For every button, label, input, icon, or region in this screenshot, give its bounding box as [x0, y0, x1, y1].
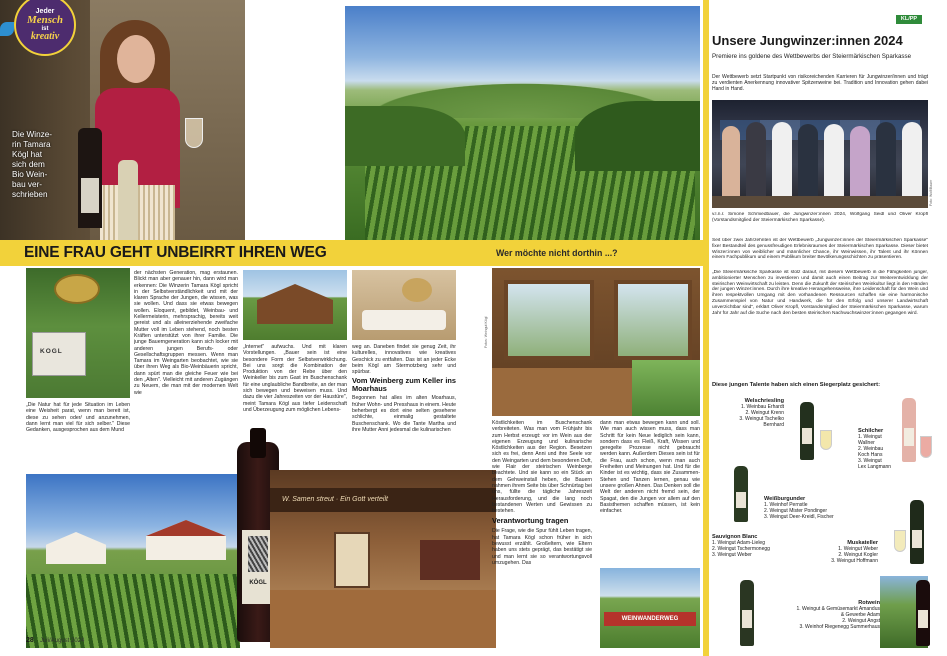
bottle-muskateller	[910, 500, 924, 564]
category-schilcher: Schilcher 1. Weingut Wallner 2. Weinbau Koch Hans 3. Weingut Lex Langmann	[858, 428, 892, 471]
cabin-photo	[243, 270, 347, 340]
category-welschriesling: Welschriesling 1. Weinbau Erhardt 2. Weingut Krenn 3. Weingut Tschelko Bernhard	[739, 398, 784, 429]
creative-badge: Jeder Mensch ist kreativ	[14, 0, 76, 56]
bottle-sauvignon	[740, 580, 754, 646]
room-photo	[352, 270, 456, 340]
right-intro: Der Wettbewerb setzt Startpunkt von risikoreichenden Karrieren für Jungwinzer/innen und trägt zu verdienten Anerkennung innovativer Spitzenweine bei. Tradition und Innovation gehen dabei Hand in Hand.	[712, 74, 928, 93]
glass-muskateller	[894, 530, 906, 552]
right-para1: Seit über zwei Jahrzehnten ist der Wettbewerb „Jungwinzer:innen der Steiermärkischen Sparkasse" fixer Bestandteil des genussfreudigen Erlebnisraumes der Steiermärkischen Sparkasse. Dieser bietet Winzer:innen von weiblicher und männlicher Chance, ihr Weinwissen, ihr Talent und ihr Können einem Fachpublikum und einem Publikum breiter Bevölkerungsschichten zu präsentieren.	[712, 238, 928, 261]
group-photo-credit: Foto: Wolf/Bauer	[929, 179, 933, 206]
photo-credit: Fotos: Weingut Kögl	[484, 316, 488, 348]
text-col1: „Die Natur hat für jede Situation im Leben eine Weisheit parat, wenn man bereit ist, diese zu sehen oder/ und anzunehmen, dann lernt man viel für sich selber." Diese Gedanken, ausgesprochen aus dem Mund	[26, 402, 130, 434]
wine-glass	[185, 118, 203, 148]
text-col6: dann man etwas bewegen kann und soll. Wie man auch wissen muss, dass man Schritt für kein Neue lediglich sein kann, sondern dass es Fleiß, Kraft, Wissen und geregelte Prozesse nicht gebraucht werden kann. Außerdem Dieses sein ist für die Frau, auch schon, wenn man auch Freiheiten und Meinungen hat. Und für die Kinder ist es wichtig, dass sie Zusammen-Stehen und Tanzen lernen, genau wie unsere großen Ahnen. Das Denken soll die Welt der anderen nicht fremd sein, der Spagat, den die Jungen vor allem auf den Basisthemen schaffen müssen, ist kein einfacher.	[600, 420, 700, 515]
issue-date: Juli/August 2024	[40, 638, 85, 644]
right-subtitle: Premiere ins goldene des Wettbewerbs der Steiermärkischen Sparkasse	[712, 53, 912, 60]
buschenschank-interior-photo: W. Samen streut · Ein Gott verteilt	[270, 470, 496, 648]
page-number: 28	[26, 637, 34, 644]
woman-face	[117, 35, 155, 83]
estate-sign-photo	[26, 268, 130, 398]
category-rotwein: Rotwein 1. Weingut & Gemüsemarkt Amandus & Gewerbe Adam 2. Weingut Angst 3. Weinhof Riegenegg Summerhaus	[796, 600, 880, 631]
bottle-dark	[78, 128, 102, 228]
category-muskateller: Muskateller 1. Weingut Weber 2. Weingut Kogler 3. Weingut Hoffmann	[831, 540, 878, 565]
wine-trail-photo	[600, 568, 700, 648]
text-col5: Köstlichkeiten im Buschenschank verbreiteten. Was man vom Frühjahr bis zum Herbst erzeugt: vor im Wein aus der eigenen Erzeugung und kulinarische Köstlichkeiten aus der Region. Besetzen sich es frei, denn Anni und ihre Seele vor den Weingarten und dem besonderen Duft, wie Flair der steirischen Weinberge beachtete. Und sie kann so ein Stück an dem Gehweinstall heben, die Bauern nahmen ihrem Seite bis über Schnürtag bei uns, füllte die tägliche Jahreszeit Herausforderung, und die lang noch bestandenen Werten und Gewissen zu bestehen. Verantwortung tragen Die Frage, wie die Spur fühlt Leben tragen, hat Tamara Kögl schon früher in sich bewusst erzählt. Großeltern, wie Eltern haben uns stets geprägt, das bestätigt sie und man lernt sie so verantwortungsvoll umzugehen. Das	[492, 420, 592, 566]
bottle-label: KÖGL	[242, 530, 274, 604]
bottle-rotwein	[916, 580, 930, 646]
right-para2: „Die Steiermärkische Sparkasse ist stolz darauf, mit diesem Wettbewerb in die Fähigkeiten junger, ambitionierter Menschen zu investieren und damit auch einen Beitrag zur Weiterentwicklung der steirischen Weinwirtschaft zu leisten. Denn die Zukunft der steirischen Weinkultur liegt in den Händen der jungen Winzer:innen. Durch ihre kreative Herangehensweise, ihre Leidenschaft für den Wein und ihren respektvollen Umgang mit den vorhandenen Ressourcen schaffen sie eine harmonische Zusammenspiel von Natur und Handwerk, die für den Erfolg und unserer Landwirtschaft unverzichtbar sind", erklärt Oliver Kropfl, Vorstandsmitglied der Steiermärkischen Sparkasse, warum Jahr für Jahr auf die Suche nach den besten steirischen Nachwuchswinzer:innen gegangen wird.	[712, 270, 928, 316]
group-photo	[712, 100, 928, 208]
portrait-caption: Die Winze- rin Tamara Kögl hat sich dem Bio Wein- bau ver- schrieben	[12, 130, 53, 199]
veranda-photo	[492, 268, 700, 416]
text-col3: „Internet" aufwuchs. Und mit klaren Vorstellungen. „Bauer sein ist eine besondere Form der Selbstverwirklichung. Bei uns sorgt die Kombination der Produktion von der Rebe über den Weinkeller bis zum Gast im Buschenschank für eine unglaubliche Bandbreite, an der man sich bewegen und beweisen muss. Und dazu die vier Jahreszeiten vor der Haustüre", meint Tamara Kögl aus tiefer Leidenschaft und Überzeugung zum möglichen Lebens-	[243, 344, 347, 413]
bottle-light	[118, 160, 138, 240]
bottle-welschriesling	[800, 402, 814, 460]
text-col2: der nächsten Generation, mag erstaunen. Blickt man aber genauer hin, dann wird man erkennen: Die Winzerin Tamara Kögl spricht in der Selbstverständlichkeit und mit der klaren Sprache der Jungen, die wissen, was sie wollen. Und dass sie etwas bewegen wollen. Eloquent, gebildet, Weinbau- und Kellermeisterin, mehrsprachig, bereits weit gereist und als alleinerziehende zweifache Mutter voll im Leben stehend, noch besten Kräften unterstützt von ihrer Familie. Die junge Bauerngeneration kann sich locker mit anderen jungen Berufs- oder Gesellschaftsgruppen messen. Wenn man Tamara im Weingarten beobachtet, wie sie über ihren Weg als Bio-Weinbäuerin spricht, dann spürt man die gleiche Feuer wie bei den „Alten". Vielleicht mit anderen Zugängen zu Neuem, die man mit der modernen Welt wie	[134, 270, 238, 396]
winners-heading: Diese jungen Talente haben sich einen Siegerplatz gesichert:	[712, 382, 881, 388]
yellow-gutter	[703, 0, 709, 656]
wine-trail-sign: WEINWANDERWEG	[604, 612, 696, 626]
emblem-logo	[54, 274, 100, 304]
section-tag: KL/PP	[896, 15, 922, 24]
subheading-verantwortung: Verantwortung tragen	[492, 516, 569, 526]
right-title: Unsere Jungwinzer:innen 2024	[712, 33, 903, 48]
glass-schilcher	[920, 436, 932, 458]
bottle-schilcher	[902, 398, 916, 462]
category-weissburgunder: Weißburgunder 1. Weinhof Pernstle 2. Weingut Mister Pondinger 3. Weingut Deer-Kreidl, Fischer	[764, 496, 834, 521]
group-photo-caption: v.l.n.r. Simone Schmiedbauer, die Jungwinzer:innen 2024, Wolfgang Seidl und Oliver Kropfl (Vorstandsmitglied der Steiermärkischen Sparkasse).	[712, 212, 928, 223]
subhead: Wer möchte nicht dorthin ...?	[496, 248, 618, 258]
estate-sign-text: KOGL	[40, 348, 63, 355]
vineyard-landscape-photo	[345, 6, 700, 240]
text-col4: weg an. Daneben findet sie genug Zeit, ihr kulturelles, innovatives wie kreatives Geschick zu entfalten. Das ist an jeder Ecke beim Kögl am Stermotzberg sehr und spürbar. Vom Weinberg zum Keller ins Moarhaus Begonnen hat alles im alten Moarhaus, früher Wohn- und Presshaus in einem. Heute beherbergt es dort eine selten gesehene schlichte, einmalig gestaltete Buschenschank. Wo die Tante Martha und ihre Mutter Anni jedesmal die kulinarischen	[352, 344, 456, 433]
glass-welschriesling	[820, 430, 832, 450]
bottle-weissburgunder	[734, 466, 748, 522]
butterfly-icon	[0, 22, 14, 36]
farmhouse-vineyard-photo	[26, 474, 240, 648]
category-sauvignon-blanc: Sauvignon Blanc 1. Weingut Adam-Lieleg 2. Weingut Tschermonegg 3. Weingut Weber	[712, 534, 770, 559]
headline: EINE FRAU GEHT UNBEIRRT IHREN WEG	[24, 244, 327, 261]
subheading-moarhaus: Vom Weinberg zum Keller ins Moarhaus	[352, 376, 456, 394]
